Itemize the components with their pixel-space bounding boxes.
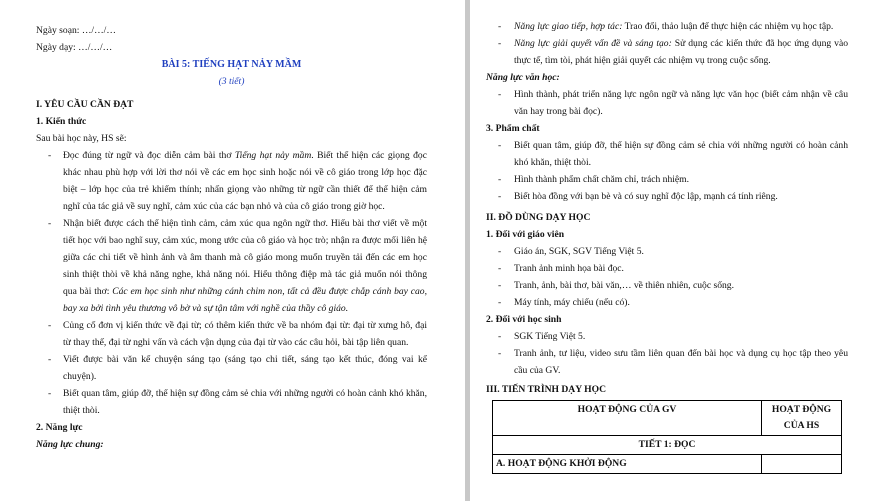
poem-title-italic: Tiếng hạt nảy mầm <box>234 150 312 161</box>
subheading-giao-vien: 1. Đối với giáo viên <box>486 229 565 240</box>
item-text: . Biết thể hiện các giọng đọc khác nhau phù hợp với lời thơ nói về các em học sinh hoặc nói về cô giáo trong lớp học đặc biệt – lớp học của trẻ khiếm thính; nhấn giọng vào những từ ngữ cần thiết để thể hiện cảm nghĩ của tác giả về suy nghĩ, cảm xúc của các bạn nhỏ và của cô giáo trong giờ học. <box>63 150 427 212</box>
subheading-nang-luc-chung: Năng lực chung: <box>36 439 104 450</box>
lesson-subtitle: (3 tiết) <box>218 76 245 87</box>
list-item-kien-thuc <box>36 215 427 317</box>
list-item-pham-chat: - Biết quan tâm, giúp đỡ, thể hiện sự đồng cảm sẻ chia với những người có hoàn cảnh khó khăn, thiệt thòi. <box>486 137 848 171</box>
ngay-day: Ngày dạy: …/…/… <box>36 42 113 53</box>
item-text: Đọc đúng từ ngữ và đọc diễn cảm bài thơ <box>63 150 235 161</box>
table-cell-empty <box>762 455 842 474</box>
message-italic: Các em học sinh như những cánh chim non, tất cả đều được chắp cánh bay cao, bay xa bởi tình yêu thương vô bờ và sự tận tâm với nghề của thầy cô giáo. <box>63 286 427 314</box>
activity-table <box>492 400 842 474</box>
item-label-italic: Năng lực giải quyết vấn đề và sáng tạo: <box>514 38 672 49</box>
section-heading-do-dung: II. ĐỒ DÙNG DẠY HỌC <box>486 212 591 223</box>
list-item-kien-thuc: - Viết được bài văn kể chuyện sáng tạo (sáng tạo chi tiết, sáng tạo kết thúc, đóng vai kể chuyện). <box>36 351 427 385</box>
list-item-giao-vien: - Tranh, ảnh, bài thơ, bài văn,… về thiên nhiên, cuộc sống. <box>486 277 848 294</box>
item-text: Sử dụng các kiến thức đã học ứng dụng vào thực tế, tìm tòi, phát hiện giải quyết các nhiệm vụ trong cuộc sống. <box>514 38 849 66</box>
page-right-content <box>486 18 848 474</box>
list-item-nang-luc: - Hình thành, phát triển năng lực ngôn ngữ và năng lực văn học (biết cảm nhận về câu văn hay trong bài đọc). <box>486 86 848 120</box>
list-item-giao-vien: - Máy tính, máy chiếu (nếu có). <box>486 294 848 311</box>
list-item-hoc-sinh: - SGK Tiếng Việt 5. <box>486 328 848 345</box>
item-text: Trao đổi, thảo luận để thực hiện các nhiệm vụ học tập. <box>622 21 834 32</box>
page-left-content <box>36 22 427 453</box>
list-item-kien-thuc: - Biết quan tâm, giúp đỡ, thể hiện sự đồng cảm sẻ chia với những người có hoàn cảnh khó khăn, thiệt thòi. <box>36 385 427 419</box>
table-header-row <box>493 401 842 436</box>
subheading-nang-luc-van-hoc: Năng lực văn học: <box>486 72 560 83</box>
subheading-pham-chat: 3. Phẩm chất <box>486 123 540 134</box>
header-cell-gv: HOẠT ĐỘNG CỦA GV <box>493 401 762 436</box>
table-row <box>493 436 842 455</box>
subheading-hoc-sinh: 2. Đối với học sinh <box>486 314 562 325</box>
section-heading-yeu-cau: I. YÊU CẦU CẦN ĐẠT <box>36 99 134 110</box>
list-item-nang-luc <box>486 18 848 35</box>
lesson-title: BÀI 5: TIẾNG HẠT NẢY MẦM <box>161 59 302 70</box>
list-item-nang-luc <box>486 35 848 69</box>
list-item-pham-chat: - Hình thành phẩm chất chăm chỉ, trách nhiệm. <box>486 171 848 188</box>
list-item-giao-vien: - Giáo án, SGK, SGV Tiếng Việt 5. <box>486 243 848 260</box>
intro-text: Sau bài học này, HS sẽ: <box>36 133 127 144</box>
section-heading-tien-trinh: III. TIẾN TRÌNH DẠY HỌC <box>486 384 607 395</box>
list-item-kien-thuc: - Củng cố đơn vị kiến thức về đại từ; có thêm kiến thức về ba nhóm đại từ: đại từ xưng hô, đại từ thay thế, đại từ nghi vấn và cách vận dụng của đại từ vào các câu hỏi, bài tập liên quan. <box>36 317 427 351</box>
ngay-soan: Ngày soạn: …/…/… <box>36 25 116 36</box>
list-item-kien-thuc <box>36 147 427 215</box>
table-cell-tiet: TIẾT 1: ĐỌC <box>493 436 842 455</box>
list-item-pham-chat: - Biết hòa đồng với bạn bè và có suy nghĩ độc lập, mạnh cá tính riêng. <box>486 188 848 205</box>
list-item-hoc-sinh: - Tranh ảnh, tư liệu, video sưu tầm liên quan đến bài học và dụng cụ học tập theo yêu cầu của GV. <box>486 345 848 379</box>
subheading-nang-luc: 2. Năng lực <box>36 422 83 433</box>
table-row <box>493 455 842 474</box>
table-cell-hoat-dong: A. HOẠT ĐỘNG KHỞI ĐỘNG <box>493 455 762 474</box>
document-page-right <box>470 0 869 501</box>
header-cell-hs: HOẠT ĐỘNG CỦA HS <box>762 401 842 436</box>
subheading-kien-thuc: 1. Kiến thức <box>36 116 87 127</box>
item-label-italic: Năng lực giao tiếp, hợp tác: <box>514 21 623 32</box>
list-item-giao-vien: - Tranh ảnh minh họa bài đọc. <box>486 260 848 277</box>
item-text: Nhận biết được cách thể hiện tình cảm, cảm xúc qua ngôn ngữ thơ. Hiểu bài thơ viết về một tiết học với bao nghĩ suy, cảm xúc, mong ước của cô giáo và học trò; nhận ra được mối liên hệ giữa các chi tiết về hình ảnh và âm thanh mà cô giáo mong muốn truyền tải đến các em học sinh thiệt thòi về khả năng nghe, khả năng nói. Hiểu thông điệp mà tác giả muốn nói thông qua bài thơ: <box>63 218 427 297</box>
